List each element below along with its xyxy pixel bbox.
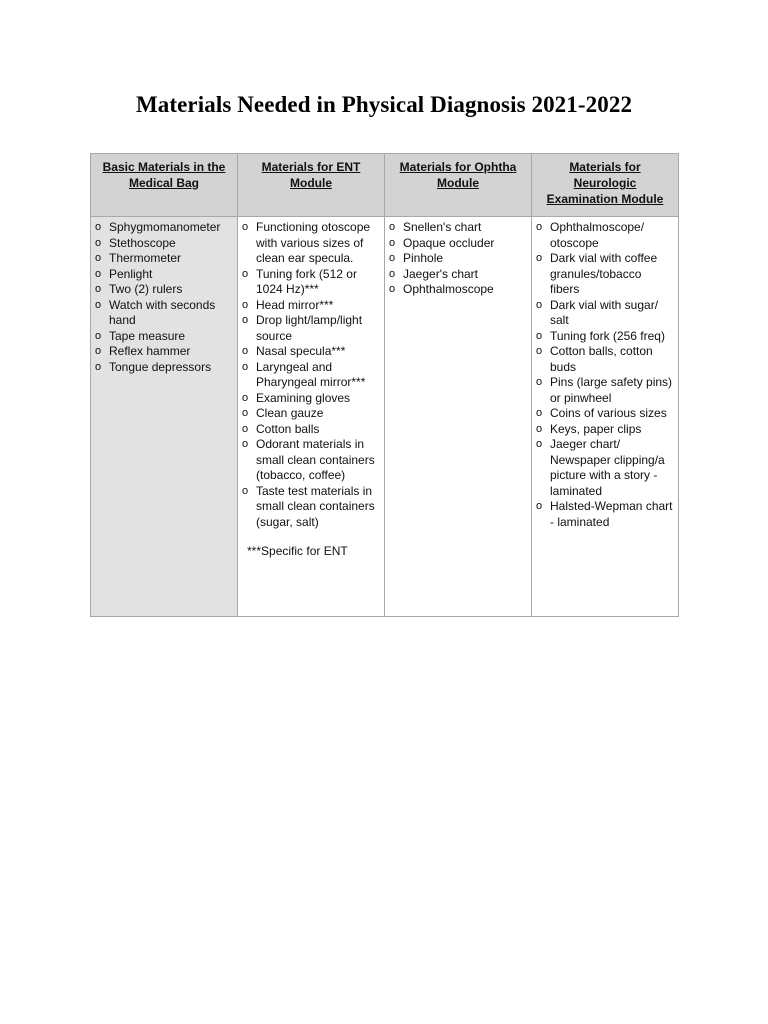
bullet-icon: o: [242, 345, 249, 357]
list-item: [95, 282, 233, 298]
bullet-icon: o: [95, 298, 102, 311]
list-item: [389, 267, 527, 283]
list-item: [95, 251, 233, 267]
list-item-text: Drop light/lamp/light source: [256, 313, 363, 343]
bullet-icon: o: [95, 360, 102, 373]
bullet-icon: o: [389, 267, 396, 280]
bullet-icon: o: [536, 500, 543, 512]
bullet-icon: o: [242, 298, 249, 311]
list-item: [389, 251, 527, 267]
list-item-text: Pins (large safety pins) or pinwheel: [550, 375, 673, 405]
bullet-icon: o: [242, 391, 249, 404]
list-item: [536, 344, 674, 375]
list-item: [242, 344, 380, 360]
list-item-text: Opaque occluder: [403, 235, 495, 250]
bullet-icon: o: [536, 221, 543, 233]
list-item: [242, 391, 380, 407]
bullet-icon: o: [536, 422, 543, 435]
bullet-icon: o: [95, 221, 102, 233]
list-item-text: Jaeger's chart: [403, 266, 478, 281]
bullet-icon: o: [389, 221, 396, 233]
list-item-text: Cotton balls: [256, 421, 320, 436]
list-item-text: Clean gauze: [256, 406, 324, 420]
list-item-text: Pinhole: [403, 251, 444, 265]
header-ent-module: Materials for ENT Module: [238, 154, 385, 217]
list-item: [242, 298, 380, 314]
ent-materials-cell: [238, 217, 385, 617]
list-item-text: Snellen's chart: [403, 220, 482, 234]
list-item: [242, 220, 380, 267]
list-item-text: Tape measure: [109, 328, 186, 343]
list-item-text: Functioning otoscope with various sizes of clean ear specula.: [256, 220, 371, 265]
list-item-text: Halsted-Wepman chart - laminated: [550, 499, 673, 529]
table-header-row: [91, 154, 679, 217]
list-item: [95, 236, 233, 252]
list-item: [242, 484, 380, 531]
list-item: [536, 406, 674, 422]
list-item: [536, 251, 674, 298]
list-item: [536, 220, 674, 251]
list-item: [536, 499, 674, 530]
list-item: [242, 406, 380, 422]
list-item-text: Ophthalmoscope/ otoscope: [550, 220, 645, 250]
bullet-icon: o: [389, 252, 396, 264]
bullet-icon: o: [95, 236, 102, 249]
list-item: [95, 329, 233, 345]
list-item: [242, 313, 380, 344]
list-item-text: Odorant materials in small clean containers (tobacco, coffee): [256, 437, 375, 482]
list-item: [95, 344, 233, 360]
bullet-icon: o: [242, 422, 249, 435]
list-item-text: Watch with seconds hand: [109, 297, 216, 327]
list-item: [389, 220, 527, 236]
list-item: [536, 422, 674, 438]
bullet-icon: o: [95, 267, 102, 280]
bullet-icon: o: [242, 314, 249, 326]
list-item: [242, 437, 380, 484]
bullet-icon: o: [536, 376, 543, 388]
header-ophtha-module: Materials for Ophtha Module: [385, 154, 532, 217]
list-item-text: Taste test materials in small clean containers (sugar, salt): [256, 483, 375, 529]
ophtha-materials-cell: [385, 217, 532, 617]
list-item: [95, 298, 233, 329]
bullet-icon: o: [536, 345, 543, 357]
list-item: [242, 360, 380, 391]
list-item-text: Sphygmomanometer: [109, 220, 221, 234]
neurologic-materials-cell: [532, 217, 679, 617]
header-basic-materials: Basic Materials in the Medical Bag: [91, 154, 238, 217]
list-item-text: Thermometer: [109, 251, 182, 265]
bullet-icon: o: [242, 484, 249, 497]
list-item: [536, 329, 674, 345]
bullet-icon: o: [389, 236, 396, 249]
list-item-text: Tuning fork (512 or 1024 Hz)***: [256, 266, 357, 296]
list-item-text: Cotton balls, cotton buds: [550, 344, 653, 374]
bullet-icon: o: [242, 267, 249, 280]
basic-materials-cell: [91, 217, 238, 617]
list-item-text: Ophthalmoscope: [403, 282, 494, 296]
bullet-icon: o: [536, 438, 543, 450]
list-item: [389, 282, 527, 298]
list-item: [242, 267, 380, 298]
basic-materials-list: [95, 220, 233, 375]
ophtha-materials-list: [389, 220, 527, 298]
list-item-text: Keys, paper clips: [550, 421, 642, 436]
bullet-icon: o: [242, 407, 249, 419]
list-item-text: Reflex hammer: [109, 344, 191, 358]
list-item-text: Penlight: [109, 266, 153, 281]
list-item-text: Jaeger chart/ Newspaper clipping/a picture with a story - laminated: [550, 437, 665, 498]
list-item-text: Head mirror***: [256, 297, 334, 312]
bullet-icon: o: [536, 252, 543, 264]
bullet-icon: o: [95, 329, 102, 342]
list-item-text: Dark vial with coffee granules/tobacco fibers: [550, 251, 658, 296]
materials-table: [90, 153, 679, 617]
list-item: [95, 267, 233, 283]
list-item-text: Nasal specula***: [256, 344, 346, 358]
bullet-icon: o: [536, 407, 543, 419]
bullet-icon: o: [242, 438, 249, 450]
ent-footnote: ***Specific for ENT: [247, 544, 348, 558]
bullet-icon: o: [536, 329, 543, 342]
table-row: [91, 217, 679, 617]
ent-materials-list: [242, 220, 380, 530]
bullet-icon: o: [242, 360, 249, 373]
list-item-text: Examining gloves: [256, 390, 351, 405]
bullet-icon: o: [242, 221, 249, 233]
list-item-text: Tuning fork (256 freq): [550, 328, 665, 343]
neurologic-materials-list: [536, 220, 674, 530]
list-item-text: Laryngeal and Pharyngeal mirror***: [256, 359, 366, 389]
list-item: [536, 298, 674, 329]
list-item: [242, 422, 380, 438]
bullet-icon: o: [95, 252, 102, 264]
list-item: [536, 375, 674, 406]
list-item-text: Two (2) rulers: [109, 282, 183, 296]
bullet-icon: o: [536, 298, 543, 311]
bullet-icon: o: [95, 345, 102, 357]
list-item-text: Dark vial with sugar/ salt: [550, 297, 659, 327]
bullet-icon: o: [95, 283, 102, 295]
bullet-icon: o: [389, 283, 396, 295]
list-item-text: Tongue depressors: [109, 359, 212, 374]
page-title: Materials Needed in Physical Diagnosis 2021-2022: [135, 92, 633, 117]
list-item: [95, 220, 233, 236]
header-neurologic-module: Materials for Neurologic Examination Module: [532, 154, 679, 217]
list-item: [95, 360, 233, 376]
list-item: [536, 437, 674, 499]
list-item: [389, 236, 527, 252]
list-item-text: Stethoscope: [109, 235, 176, 250]
list-item-text: Coins of various sizes: [550, 406, 667, 420]
